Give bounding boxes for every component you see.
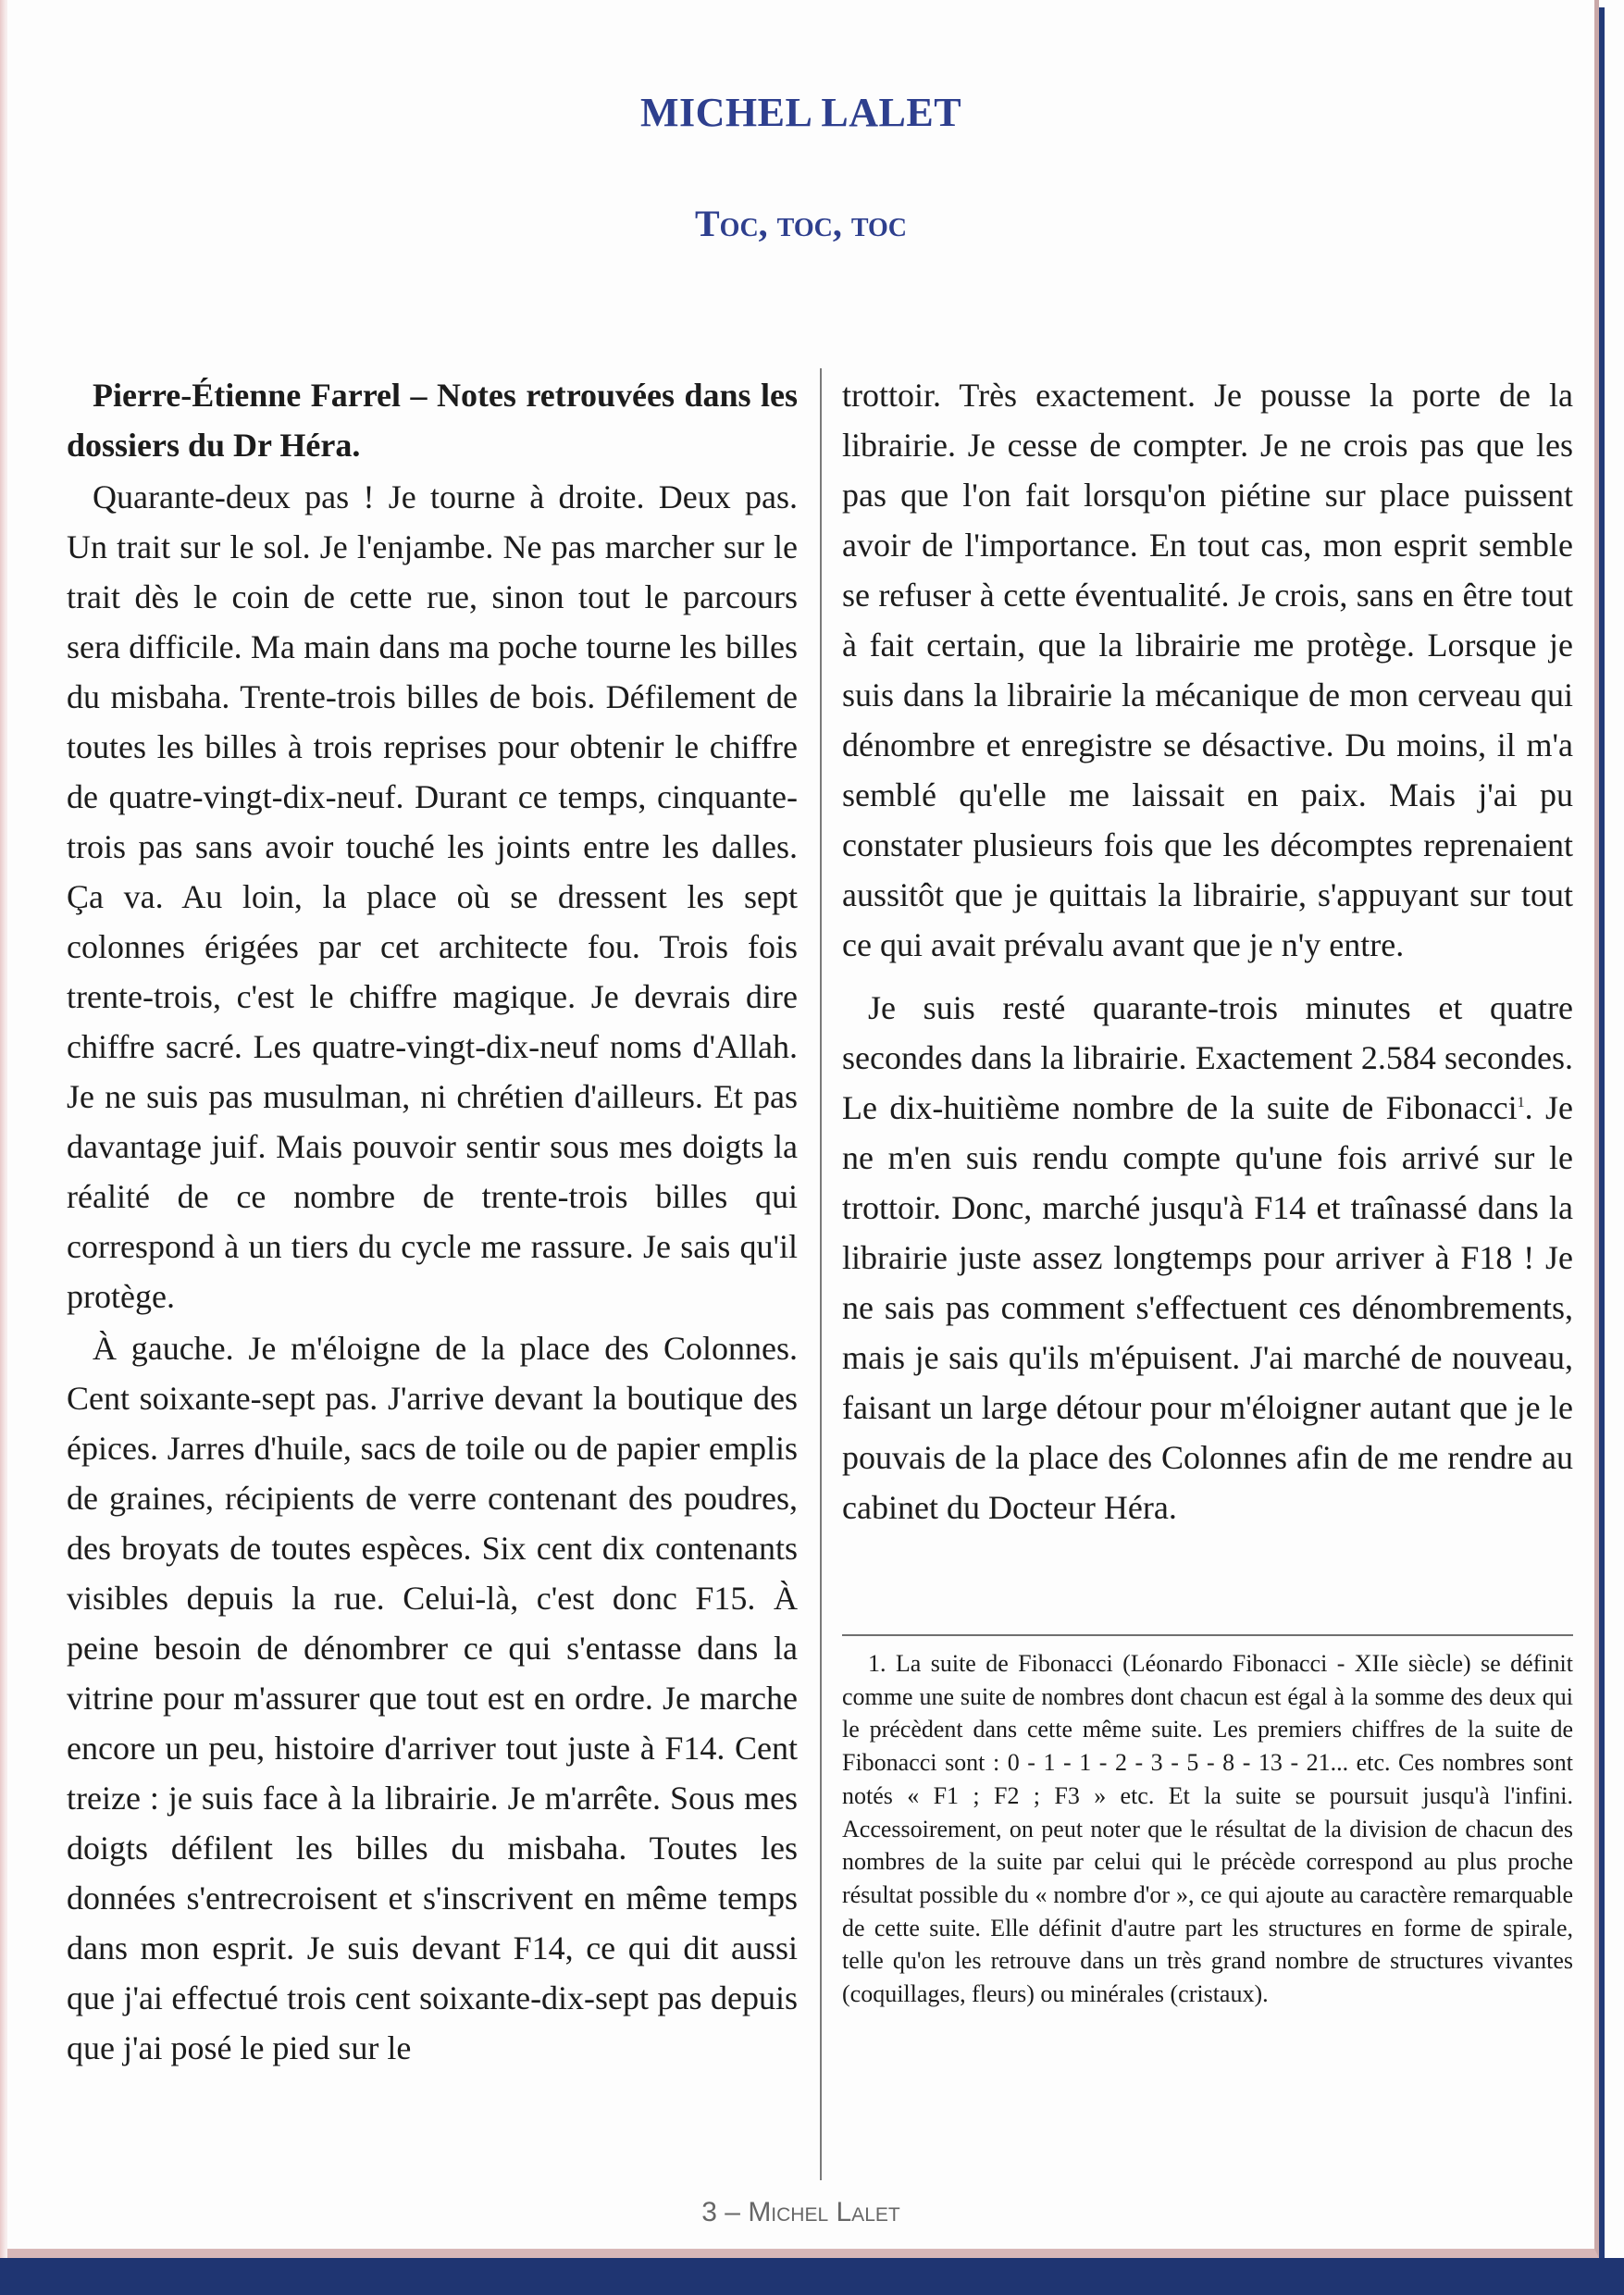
author-title: MICHEL LALET: [639, 90, 962, 135]
page-footer: 3 – Michel Lalet: [701, 2197, 900, 2227]
body-paragraph: trottoir. Très exactement. Je pousse la porte de la librairie. Je cesse de compter. Je ne crois pas que les pas que l'on fait lorsqu'on piétine sur place puissent avoir de l'importance. En tout cas, mon esprit semble se refuser à cette éventualité. Je crois, sans en être tout à fait certain, que la librairie me protège. Lorsque je suis dans la librairie la mécanique de mon cerveau qui dénombre et enregistre se désactive. Du moins, il m'a semblé qu'elle me laissait en paix. Mais j'ai pu constater plusieurs fois que les décomptes reprenaient aussitôt que je quittais la librairie, s'appuyant sur tout ce qui avait prévalu avant que je n'y entre.: [842, 377, 1573, 963]
column-divider: [820, 368, 822, 2180]
footnote-number: 1.: [868, 1650, 886, 1677]
right-column: [842, 370, 1573, 1532]
footnote-text: La suite de Fibonacci (Léonardo Fibonacci - XIIe siècle) se définit comme une suite de nombres dont chacun est égal à la somme des deux qui le précèdent dans cette même suite. Les premiers chiffres de la suite de Fibonacci sont : 0 - 1 - 1 - 2 - 3 - 5 - 8 - 13 - 21... etc. Ces nombres sont notés « F1 ; F2 ; F3 » etc. Et la suite se poursuit jusqu'à l'infini. Accessoirement, on peut noter que le résultat de la division de chacun des nombres de la suite par celui qui le précède correspond au plus proche résultat possible du « nombre d'or », ce qui ajoute au caractère remarquable de cette suite. Elle définit d'autre part les structures en forme de spirale, telle qu'on les retrouve dans un très grand nombre de structures vivantes (coquillages, fleurs) ou minérales (cristaux).: [842, 1650, 1574, 2008]
body-paragraph: [842, 983, 1573, 1532]
lead-paragraph: Pierre-Étienne Farrel – Notes retrouvées dans les dossiers du Dr Héra.: [67, 377, 798, 464]
body-paragraph: À gauche. Je m'éloigne de la place des Colonnes. Cent soixante-sept pas. J'arrive devant la boutique des épices. Jarres d'huile, sacs de toile ou de papier emplis de graines, récipients de verre contenant des poudres, des broyats de toutes espèces. Six cent dix contenants visibles depuis la rue. Celui-là, c'est donc F15. À peine besoin de dénombrer ce qui s'entasse dans la vitrine pour m'assurer que tout est en ordre. Je marche encore un peu, histoire d'arriver tout juste à F14. Cent treize : je suis face à la librairie. Je m'arrête. Sous mes doigts défilent les billes du misbaha. Toutes les données s'entrecroisent et s'inscrivent en même temps dans mon esprit. Je suis devant F14, ce qui dit aussi que j'ai effectué trois cent soixante-dix-sept pas depuis que j'ai posé le pied sur le: [67, 1330, 798, 2066]
body-text: . Je ne m'en suis rendu compte qu'une fois arrivé sur le trottoir. Donc, marché jusqu'à F14 et traînassé dans la librairie juste assez longtemps pour arriver à F18 ! Je ne sais pas comment s'effectuent ces dénombrements, mais je sais qu'ils m'épuisent. J'ai marché de nouveau, faisant un large détour pour m'éloigner autant que je le pouvais de la place des Colonnes afin de me rendre au cabinet du Docteur Héra.: [842, 1089, 1573, 1526]
footnote: [842, 1647, 1573, 2011]
bottom-border: [0, 2258, 1624, 2295]
story-title: Toc, toc, toc: [694, 203, 908, 244]
body-paragraph: Quarante-deux pas ! Je tourne à droite. Deux pas. Un trait sur le sol. Je l'enjambe. Ne pas marcher sur le trait dès le coin de cette rue, sinon tout le parcours sera difficile. Ma main dans ma poche tourne les billes du misbaha. Trente-trois billes de bois. Défilement de toutes les billes à trois reprises pour obtenir le chiffre de quatre-vingt-dix-neuf. Durant ce temps, cinquante-trois pas sans avoir touché les joints entre les dalles. Ça va. Au loin, la place où se dressent les sept colonnes érigées par cet architecte fou. Trois fois trente-trois, c'est le chiffre magique. Je devrais dire chiffre sacré. Les quatre-vingt-dix-neuf noms d'Allah. Je ne suis pas musulman, ni chrétien d'ailleurs. Et pas davantage juif. Mais pouvoir sentir sous mes doigts la réalité de ce nombre de trente-trois billes qui correspond à un tiers du cycle me rassure. Je sais qu'il protège.: [67, 478, 798, 1315]
book-page: [7, 0, 1599, 2258]
left-column: [67, 370, 798, 2073]
body-text: Je suis resté quarante-trois minutes et quatre secondes dans la librairie. Exactement 2.584 secondes. Le dix-huitième nombre de la suite de Fibonacci: [842, 989, 1573, 1126]
footnote-marker[interactable]: 1: [1517, 1095, 1525, 1110]
footnote-rule: [842, 1634, 1573, 1636]
